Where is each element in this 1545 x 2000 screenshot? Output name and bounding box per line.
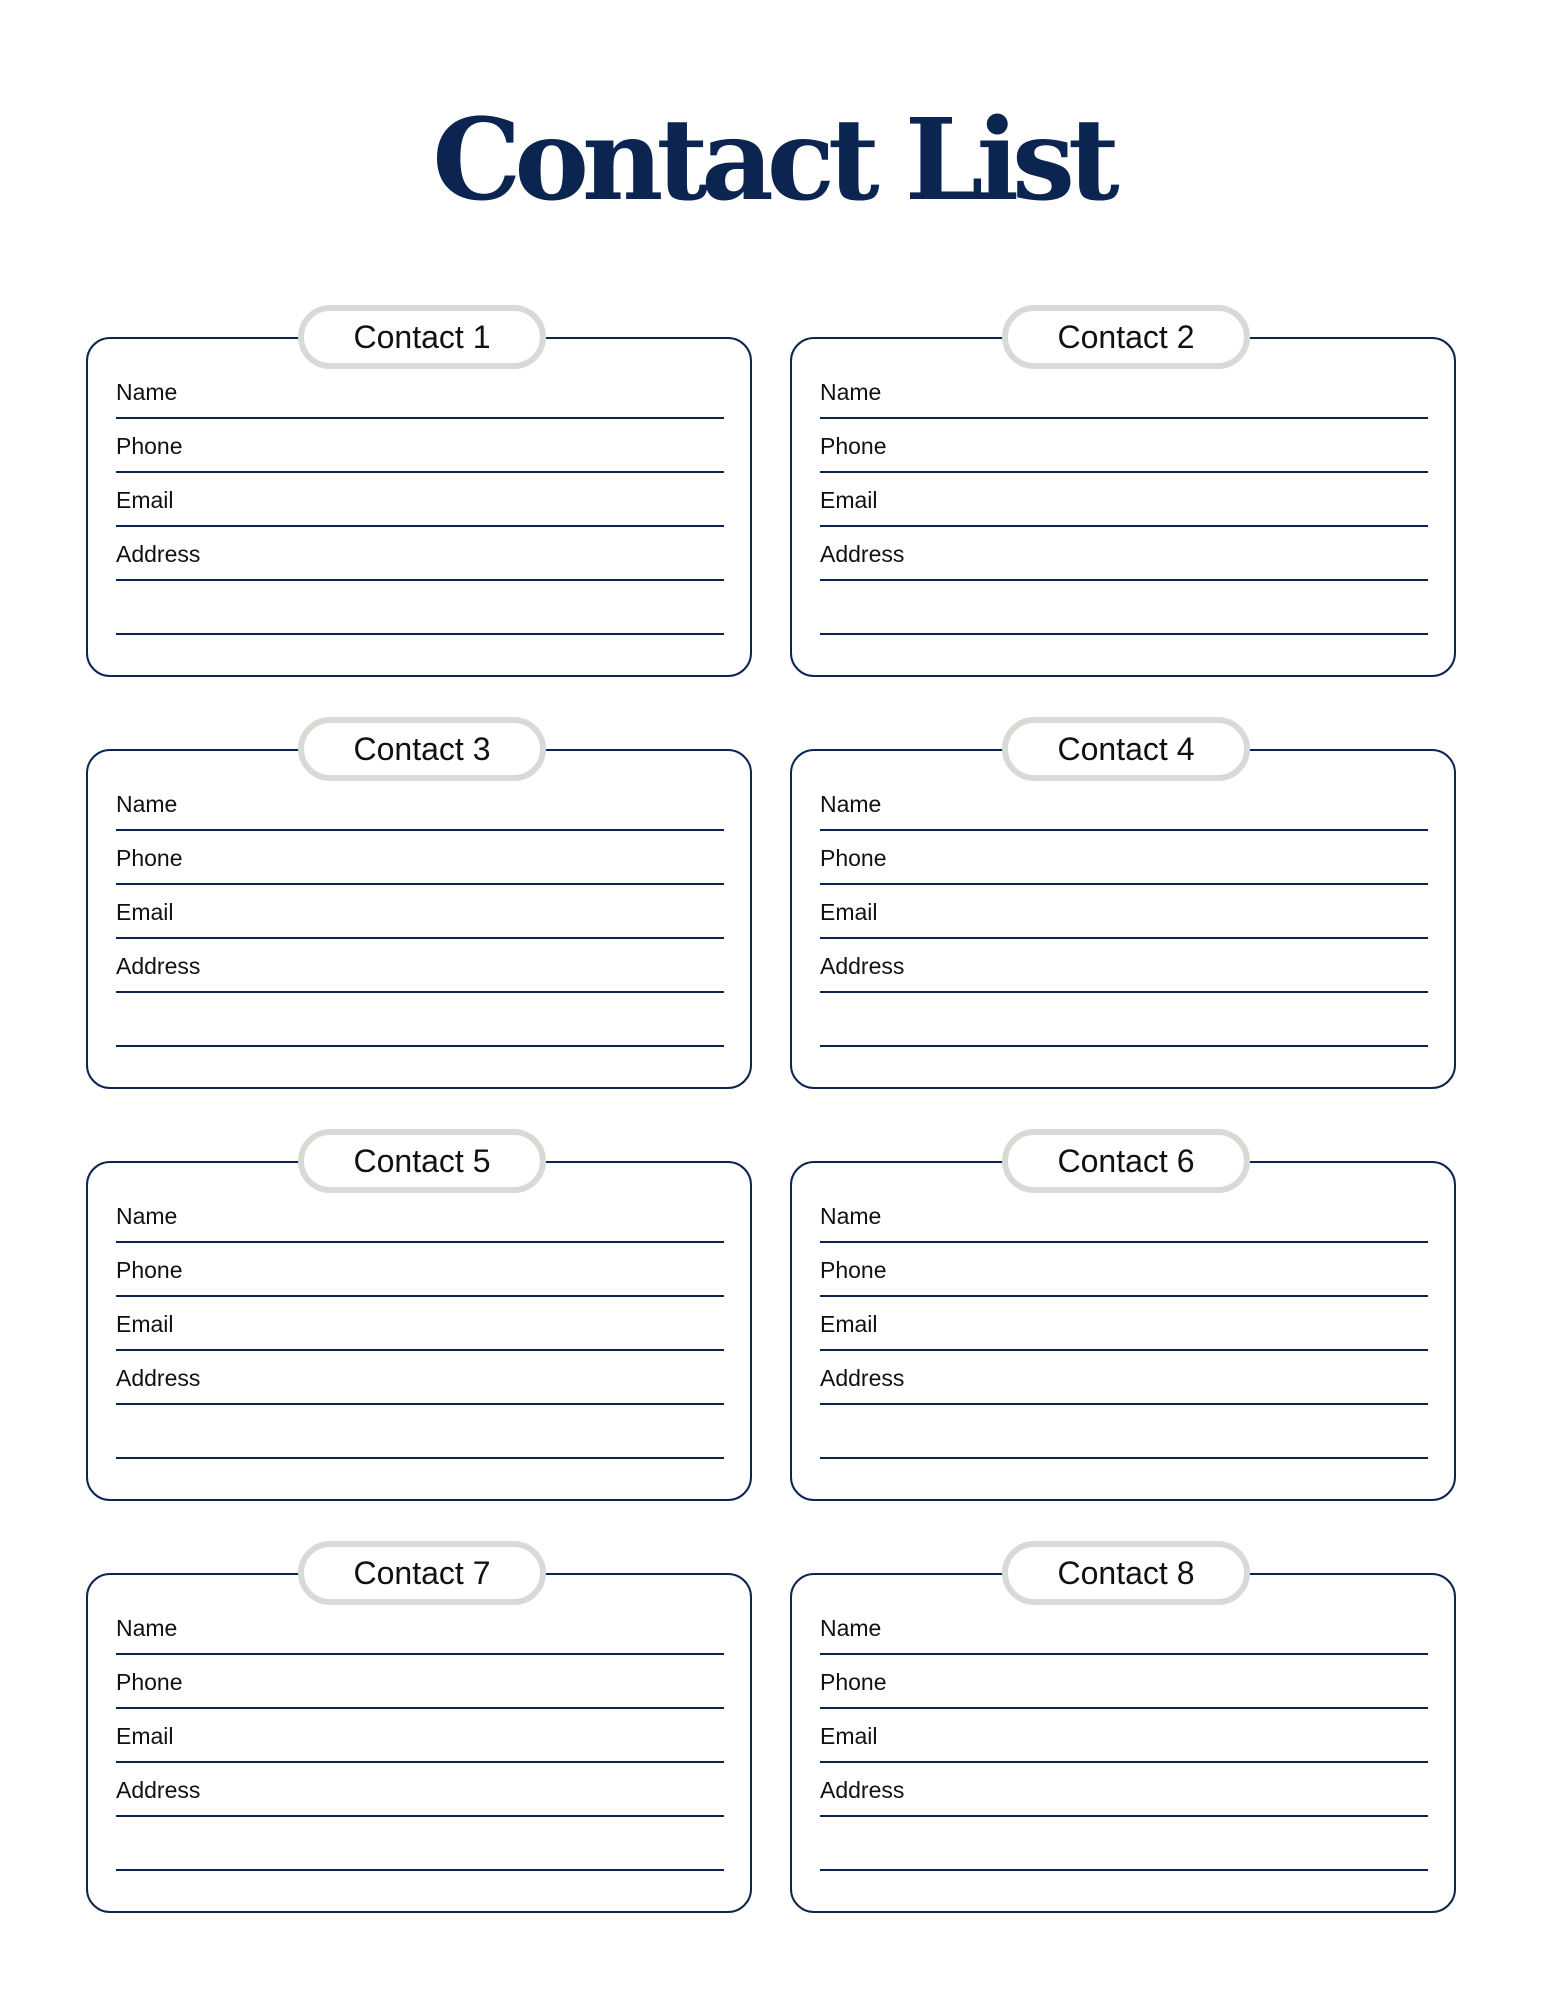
name-label: Name [820, 379, 882, 405]
phone-field[interactable] [820, 1243, 1428, 1297]
name-field[interactable] [116, 1601, 724, 1655]
address-field[interactable] [116, 527, 724, 581]
name-label: Name [116, 791, 178, 817]
address-label: Address [116, 1777, 201, 1803]
contact-card-tab: Contact 1 [298, 305, 546, 369]
contact-card-7 [86, 1554, 752, 1913]
name-label: Name [116, 1203, 178, 1229]
contact-fields [820, 365, 1428, 635]
contact-fields [116, 777, 724, 1047]
email-label: Email [116, 1723, 174, 1749]
name-field[interactable] [820, 365, 1428, 419]
contact-card-tab: Contact 7 [298, 1541, 546, 1605]
address-label: Address [820, 1777, 905, 1803]
address-line-2[interactable] [116, 581, 724, 635]
phone-label: Phone [116, 433, 183, 459]
name-label: Name [820, 791, 882, 817]
address-line-2[interactable] [820, 1405, 1428, 1459]
contact-fields [116, 365, 724, 635]
phone-label: Phone [820, 1257, 887, 1283]
address-field[interactable] [116, 1763, 724, 1817]
phone-label: Phone [116, 845, 183, 871]
phone-field[interactable] [116, 831, 724, 885]
phone-field[interactable] [116, 1243, 724, 1297]
address-line-2[interactable] [116, 1405, 724, 1459]
address-field[interactable] [820, 939, 1428, 993]
address-line-2[interactable] [820, 993, 1428, 1047]
email-field[interactable] [116, 1297, 724, 1351]
address-field[interactable] [820, 1351, 1428, 1405]
phone-label: Phone [116, 1669, 183, 1695]
address-field[interactable] [820, 1763, 1428, 1817]
name-field[interactable] [820, 1601, 1428, 1655]
email-label: Email [116, 899, 174, 925]
email-field[interactable] [820, 1297, 1428, 1351]
address-field[interactable] [116, 1351, 724, 1405]
email-label: Email [116, 487, 174, 513]
phone-label: Phone [820, 1669, 887, 1695]
phone-field[interactable] [116, 419, 724, 473]
name-label: Name [820, 1203, 882, 1229]
name-field[interactable] [116, 777, 724, 831]
email-label: Email [116, 1311, 174, 1337]
address-label: Address [116, 953, 201, 979]
address-label: Address [820, 953, 905, 979]
email-label: Email [820, 899, 878, 925]
name-label: Name [116, 1615, 178, 1641]
contact-card-6 [790, 1142, 1456, 1501]
address-line-2[interactable] [116, 993, 724, 1047]
contact-card-4 [790, 730, 1456, 1089]
address-line-2[interactable] [820, 581, 1428, 635]
name-field[interactable] [116, 365, 724, 419]
phone-label: Phone [116, 1257, 183, 1283]
email-field[interactable] [116, 1709, 724, 1763]
page-title: Contact List [432, 95, 1113, 226]
email-label: Email [820, 1723, 878, 1749]
address-label: Address [116, 541, 201, 567]
email-label: Email [820, 487, 878, 513]
email-field[interactable] [820, 885, 1428, 939]
contact-card-tab: Contact 2 [1002, 305, 1250, 369]
phone-label: Phone [820, 433, 887, 459]
contact-card-8 [790, 1554, 1456, 1913]
contact-card-3 [86, 730, 752, 1089]
email-field[interactable] [820, 473, 1428, 527]
email-label: Email [820, 1311, 878, 1337]
name-field[interactable] [820, 777, 1428, 831]
address-field[interactable] [116, 939, 724, 993]
address-field[interactable] [820, 527, 1428, 581]
contact-fields [820, 1601, 1428, 1871]
contact-card-tab: Contact 4 [1002, 717, 1250, 781]
address-line-2[interactable] [820, 1817, 1428, 1871]
name-field[interactable] [820, 1189, 1428, 1243]
contact-fields [820, 1189, 1428, 1459]
address-label: Address [116, 1365, 201, 1391]
contact-fields [820, 777, 1428, 1047]
phone-field[interactable] [116, 1655, 724, 1709]
contact-fields [116, 1601, 724, 1871]
email-field[interactable] [116, 473, 724, 527]
contact-card-tab: Contact 3 [298, 717, 546, 781]
contact-card-5 [86, 1142, 752, 1501]
address-label: Address [820, 1365, 905, 1391]
contact-fields [116, 1189, 724, 1459]
contact-card-tab: Contact 5 [298, 1129, 546, 1193]
email-field[interactable] [820, 1709, 1428, 1763]
name-field[interactable] [116, 1189, 724, 1243]
contact-card-2 [790, 318, 1456, 677]
contact-card-1 [86, 318, 752, 677]
phone-label: Phone [820, 845, 887, 871]
address-line-2[interactable] [116, 1817, 724, 1871]
phone-field[interactable] [820, 1655, 1428, 1709]
contact-card-tab: Contact 8 [1002, 1541, 1250, 1605]
name-label: Name [116, 379, 178, 405]
contact-card-tab: Contact 6 [1002, 1129, 1250, 1193]
phone-field[interactable] [820, 419, 1428, 473]
email-field[interactable] [116, 885, 724, 939]
name-label: Name [820, 1615, 882, 1641]
phone-field[interactable] [820, 831, 1428, 885]
address-label: Address [820, 541, 905, 567]
